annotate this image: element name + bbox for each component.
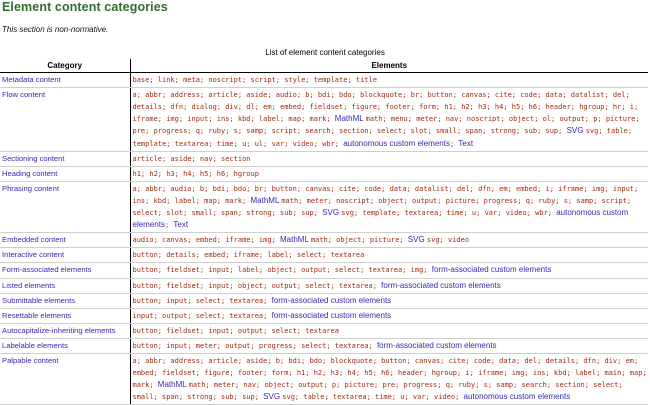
- element-link[interactable]: MathML: [250, 195, 282, 205]
- section-heading: Element content categories: [2, 0, 168, 14]
- table-row: [0, 166, 648, 181]
- elements-cell: [130, 248, 648, 263]
- element-link[interactable]: Text: [458, 138, 474, 148]
- category-link[interactable]: Listed elements: [0, 278, 130, 293]
- element-link[interactable]: MathML: [280, 235, 311, 245]
- table-row: [0, 353, 648, 404]
- non-normative-note: This section is non-normative.: [2, 25, 109, 34]
- table-row: [0, 88, 648, 151]
- table-row: [0, 233, 648, 248]
- element-link[interactable]: Text: [173, 220, 189, 230]
- element-list-text: a; abbr; address; article; aside; audio; b; bdi; bdo; blockquote; br; button; canvas; cite; code; data; datalist; del; details; dfn; dialog; div; dl; em; embed; fieldset; figure; footer; form; h1; h2; h3; h4; h5; h6; header; hgroup; hr; i; iframe; img; input; ins; kbd; label; map; mark;: [132, 91, 639, 124]
- element-list-text: ;: [449, 139, 459, 148]
- table-row: [0, 248, 648, 263]
- element-link[interactable]: form-associated custom elements: [271, 295, 392, 305]
- table-row: [0, 263, 648, 278]
- element-list-text: audio; canvas; embed; iframe; img;: [132, 236, 281, 245]
- elements-cell: [130, 233, 648, 248]
- table-body: [0, 73, 648, 405]
- element-list-text: button; fieldset; input; output; select; textarea: [132, 326, 340, 335]
- element-list-text: svg; table; template; textarea; time; u; ul; var; video; wbr;: [132, 127, 633, 148]
- table-header-row: [0, 59, 648, 73]
- category-link[interactable]: Submittable elements: [0, 293, 130, 308]
- element-list-text: base; link; meta; noscript; script; style; template; title: [132, 76, 377, 85]
- element-link[interactable]: SVG: [407, 235, 427, 245]
- elements-cell: [130, 308, 648, 323]
- category-link[interactable]: Embedded content: [0, 233, 130, 248]
- elements-cell: [130, 278, 648, 293]
- category-link[interactable]: Sectioning content: [0, 151, 130, 166]
- table-row: [0, 323, 648, 338]
- element-list-text: article; aside; nav; section: [132, 154, 251, 163]
- element-link[interactable]: autonomous custom elements: [343, 138, 450, 148]
- table-row: [0, 293, 648, 308]
- element-link[interactable]: SVG: [263, 392, 283, 402]
- element-link[interactable]: autonomous custom elements: [132, 208, 629, 230]
- elements-cell: [130, 338, 648, 353]
- column-header-elements: Elements: [130, 59, 648, 73]
- elements-cell: [130, 73, 648, 88]
- elements-cell: [130, 151, 648, 166]
- element-list-text: input; output; select; textarea;: [132, 311, 272, 320]
- element-list-text: svg; template; textarea; time; u; var; video; wbr;: [341, 209, 557, 218]
- table-row: [0, 151, 648, 166]
- table-row: [0, 278, 648, 293]
- category-link[interactable]: Form-associated elements: [0, 263, 130, 278]
- elements-cell: [130, 88, 648, 151]
- element-link[interactable]: SVG: [566, 126, 586, 136]
- element-list-text: button; input; select; textarea;: [132, 296, 272, 305]
- category-link[interactable]: Flow content: [0, 88, 130, 151]
- category-link[interactable]: Autocapitalize-inheriting elements: [0, 323, 130, 338]
- category-link[interactable]: Labelable elements: [0, 338, 130, 353]
- element-list-text: h1; h2; h3; h4; h5; h6; hgroup: [132, 169, 259, 178]
- category-link[interactable]: Resettable elements: [0, 308, 130, 323]
- element-link[interactable]: form-associated custom elements: [431, 265, 552, 275]
- column-header-category: Category: [0, 59, 130, 73]
- elements-cell: [130, 166, 648, 181]
- category-link[interactable]: Metadata content: [0, 73, 130, 88]
- element-list-text: button; details; embed; iframe; label; select; textarea: [132, 251, 365, 260]
- category-link[interactable]: Palpable content: [0, 353, 130, 404]
- table-row: [0, 181, 648, 232]
- element-list-text: button; input; meter; output; progress; select; textarea;: [132, 341, 377, 350]
- element-list-text: ;: [164, 221, 174, 230]
- element-link[interactable]: form-associated custom elements: [376, 340, 497, 350]
- category-link[interactable]: Phrasing content: [0, 181, 130, 232]
- elements-cell: [130, 181, 648, 232]
- element-list-text: button; fieldset; input; object; output; select; textarea;: [132, 281, 382, 290]
- element-list-text: svg; table; textarea; time; u; var; video;: [282, 393, 464, 402]
- element-list-text: math; meter; nav; object; output; p; picture; pre; progress; q; ruby; s; samp; search; section; select; small; span; strong; sub; sup;: [132, 381, 623, 402]
- element-list-text: svg; video: [426, 236, 470, 245]
- elements-cell: [130, 353, 648, 404]
- element-link[interactable]: MathML: [334, 114, 366, 124]
- element-list-text: math; menu; meter; nav; noscript; object; ol; output; p; picture; pre; progress; q; ruby; s; samp; script; search; section; select; slot; small; span; strong; sub; sup;: [132, 115, 640, 136]
- table-caption: List of element content categories: [265, 48, 385, 57]
- element-link[interactable]: form-associated custom elements: [381, 280, 501, 290]
- category-link[interactable]: Heading content: [0, 166, 130, 181]
- table-row: [0, 338, 648, 353]
- element-list-text: button; fieldset; input; label; object; output; select; textarea; img;: [132, 266, 432, 275]
- element-link[interactable]: form-associated custom elements: [271, 310, 392, 320]
- element-link[interactable]: SVG: [322, 208, 342, 218]
- table-row: [0, 73, 648, 88]
- element-list-text: a; abbr; address; article; aside; b; bdi; bdo; blockquote; button; canvas; cite; code; data; del; details; dfn; div; em; embed; fieldset; figure; footer; form; h1; h2; h3; h4; h5; h6; header; hgroup; i; iframe; img; ins; kbd; label; main; map; mark;: [132, 356, 647, 390]
- element-link[interactable]: MathML: [157, 380, 189, 390]
- element-list-text: a; abbr; audio; b; bdi; bdo; br; button; canvas; cite; code; data; datalist; del; dfn; em; embed; i; iframe; img; input; ins; kbd; label; map; mark;: [132, 184, 639, 205]
- element-list-text: math; object; picture;: [310, 236, 408, 245]
- element-list-text: math; meter; noscript; object; output; picture; progress; q; ruby; s; samp; script; select; slot; small; span; strong; sub; sup;: [132, 196, 632, 218]
- elements-cell: [130, 263, 648, 278]
- elements-cell: [130, 293, 648, 308]
- table-row: [0, 308, 648, 323]
- content-categories-table: [0, 59, 648, 405]
- category-link[interactable]: Interactive content: [0, 248, 130, 263]
- elements-cell: [130, 323, 648, 338]
- element-link[interactable]: autonomous custom elements: [463, 392, 571, 402]
